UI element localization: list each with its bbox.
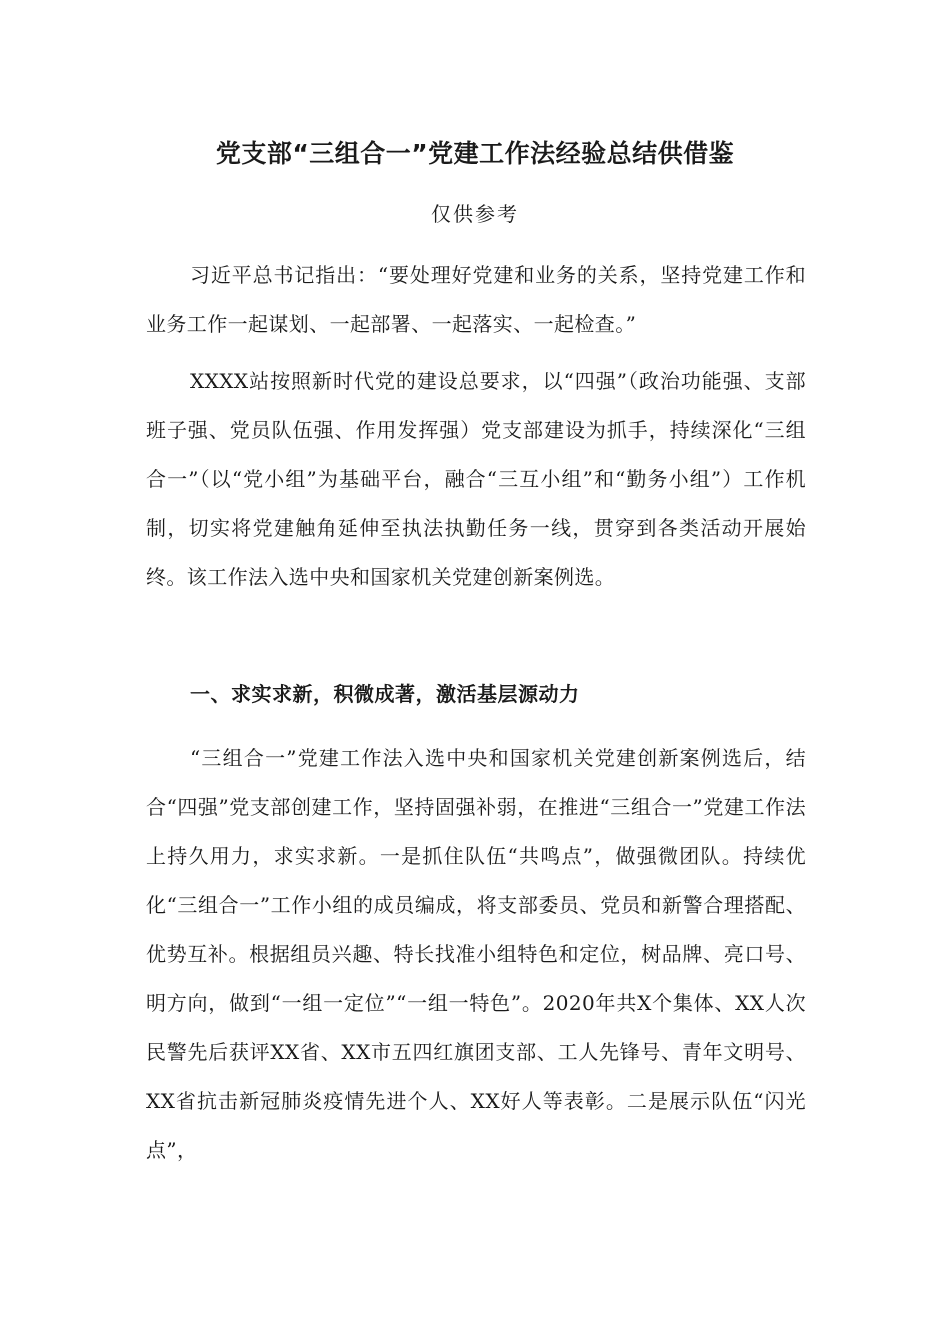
document-title: 党支部“三组合一”党建工作法经验总结供借鉴 — [215, 139, 735, 168]
paragraph-intro: XXXX站按照新时代党的建设总要求，以“四强”（政治功能强、支部班子强、党员队伍强、作用发挥强）党支部建设为抓手，持续深化“三组合一”（以“党小组”为基础平台，融合“三互小组”和“勤务小组”）工作机制，切实将党建触角延伸至执法执勤任务一线，贯穿到各类活动开展始终。该工作法入选中央和国家机关党建创新案例选。 — [146, 369, 806, 589]
section-heading: 一、求实求新，积微成著，激活基层源动力 — [190, 682, 580, 706]
document-subtitle: 仅供参考 — [431, 202, 519, 226]
paragraph-quote: 习近平总书记指出：“要处理好党建和业务的关系，坚持党建工作和业务工作一起谋划、一起部署、一起落实、一起检查。” — [146, 263, 806, 336]
section-paragraph: “三组合一”党建工作法入选中央和国家机关党建创新案例选后，结合“四强”党支部创建工作，坚持固强补弱，在推进“三组合一”党建工作法上持久用力，求实求新。一是抓住队伍“共鸣点”，做强微团队。持续优化“三组合一”工作小组的成员编成，将支部委员、党员和新警合理搭配、优势互补。根据组员兴趣、特长找准小组特色和定位，树品牌、亮口号、明方向，做到“一组一定位”“一组一特色”。2020年共X个集体、XX人次民警先后获评XX省、XX市五四红旗团支部、工人先锋号、青年文明号、XX省抗击新冠肺炎疫情先进个人、XX好人等表彰。二是展示队伍“闪光点”， — [146, 746, 806, 1162]
